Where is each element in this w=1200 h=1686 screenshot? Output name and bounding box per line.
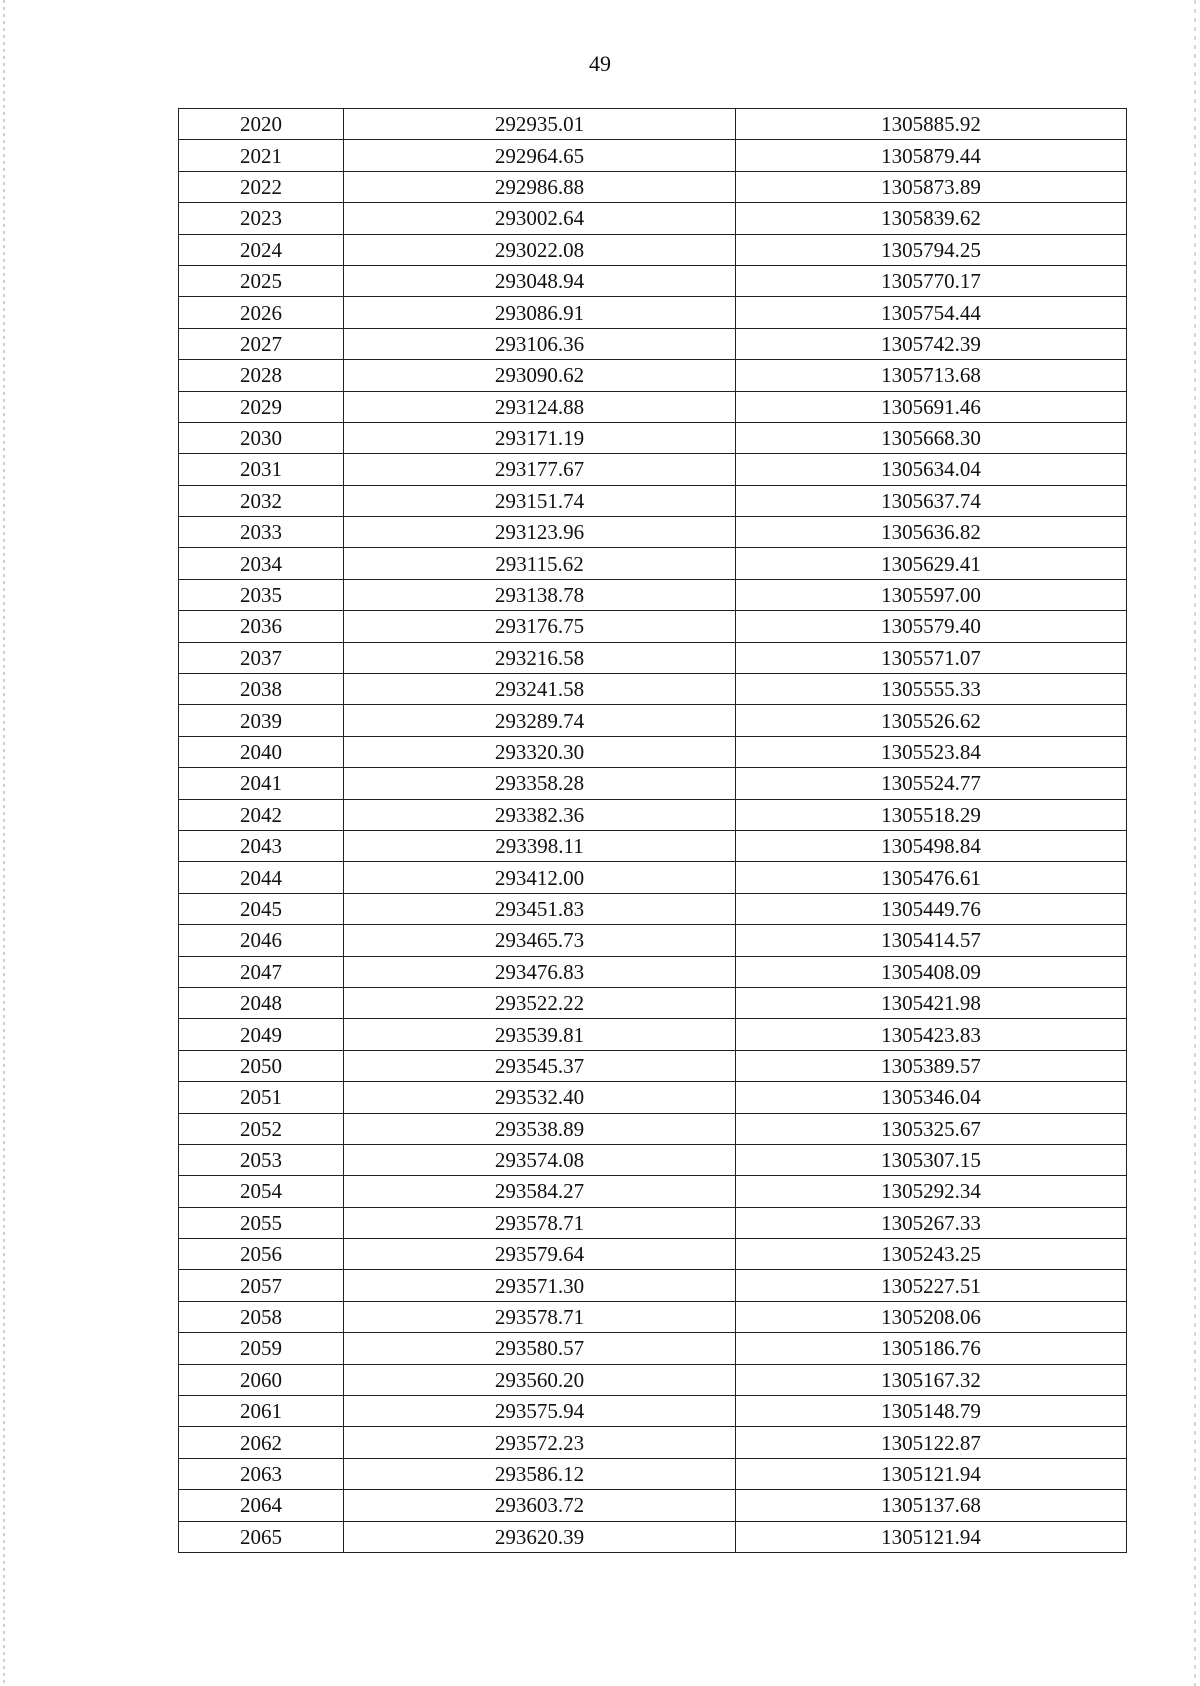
y-coordinate-cell: 1305691.46 [736, 391, 1127, 422]
y-coordinate-cell: 1305634.04 [736, 454, 1127, 485]
x-coordinate-cell: 293578.71 [344, 1207, 736, 1238]
x-coordinate-cell: 293151.74 [344, 485, 736, 516]
x-coordinate-cell: 293138.78 [344, 579, 736, 610]
point-number-cell: 2042 [179, 799, 344, 830]
x-coordinate-cell: 293115.62 [344, 548, 736, 579]
x-coordinate-cell: 293586.12 [344, 1458, 736, 1489]
point-number-cell: 2033 [179, 517, 344, 548]
x-coordinate-cell: 293171.19 [344, 422, 736, 453]
point-number-cell: 2025 [179, 265, 344, 296]
point-number-cell: 2032 [179, 485, 344, 516]
x-coordinate-cell: 293090.62 [344, 360, 736, 391]
table-row [179, 736, 1127, 767]
y-coordinate-cell: 1305873.89 [736, 171, 1127, 202]
point-number-cell: 2044 [179, 862, 344, 893]
y-coordinate-cell: 1305668.30 [736, 422, 1127, 453]
table-row [179, 109, 1127, 140]
y-coordinate-cell: 1305579.40 [736, 611, 1127, 642]
x-coordinate-cell: 293572.23 [344, 1427, 736, 1458]
y-coordinate-cell: 1305637.74 [736, 485, 1127, 516]
x-coordinate-cell: 293532.40 [344, 1082, 736, 1113]
x-coordinate-cell: 293579.64 [344, 1239, 736, 1270]
point-number-cell: 2036 [179, 611, 344, 642]
point-number-cell: 2030 [179, 422, 344, 453]
table-row [179, 1176, 1127, 1207]
table-row [179, 987, 1127, 1018]
table-row [179, 140, 1127, 171]
point-number-cell: 2048 [179, 987, 344, 1018]
point-number-cell: 2045 [179, 893, 344, 924]
table-row [179, 1333, 1127, 1364]
x-coordinate-cell: 293578.71 [344, 1301, 736, 1332]
y-coordinate-cell: 1305449.76 [736, 893, 1127, 924]
y-coordinate-cell: 1305325.67 [736, 1113, 1127, 1144]
y-coordinate-cell: 1305839.62 [736, 203, 1127, 234]
x-coordinate-cell: 293241.58 [344, 674, 736, 705]
y-coordinate-cell: 1305208.06 [736, 1301, 1127, 1332]
y-coordinate-cell: 1305518.29 [736, 799, 1127, 830]
point-number-cell: 2051 [179, 1082, 344, 1113]
page-number: 49 [589, 51, 611, 76]
y-coordinate-cell: 1305571.07 [736, 642, 1127, 673]
y-coordinate-cell: 1305243.25 [736, 1239, 1127, 1270]
table-row [179, 862, 1127, 893]
table-row [179, 517, 1127, 548]
y-coordinate-cell: 1305629.41 [736, 548, 1127, 579]
table-row [179, 360, 1127, 391]
y-coordinate-cell: 1305148.79 [736, 1396, 1127, 1427]
point-number-cell: 2058 [179, 1301, 344, 1332]
x-coordinate-cell: 292964.65 [344, 140, 736, 171]
y-coordinate-cell: 1305414.57 [736, 925, 1127, 956]
point-number-cell: 2029 [179, 391, 344, 422]
table-row [179, 171, 1127, 202]
x-coordinate-cell: 293320.30 [344, 736, 736, 767]
y-coordinate-cell: 1305713.68 [736, 360, 1127, 391]
x-coordinate-cell: 293575.94 [344, 1396, 736, 1427]
y-coordinate-cell: 1305122.87 [736, 1427, 1127, 1458]
point-number-cell: 2026 [179, 297, 344, 328]
point-number-cell: 2037 [179, 642, 344, 673]
y-coordinate-cell: 1305137.68 [736, 1490, 1127, 1521]
table-row [179, 234, 1127, 265]
point-number-cell: 2024 [179, 234, 344, 265]
x-coordinate-cell: 293289.74 [344, 705, 736, 736]
table-row [179, 454, 1127, 485]
scan-edge-left [3, 0, 5, 1686]
table-row [179, 1364, 1127, 1395]
x-coordinate-cell: 293398.11 [344, 830, 736, 861]
point-number-cell: 2022 [179, 171, 344, 202]
point-number-cell: 2034 [179, 548, 344, 579]
x-coordinate-cell: 293465.73 [344, 925, 736, 956]
y-coordinate-cell: 1305423.83 [736, 1019, 1127, 1050]
point-number-cell: 2020 [179, 109, 344, 140]
table-row [179, 265, 1127, 296]
y-coordinate-cell: 1305476.61 [736, 862, 1127, 893]
y-coordinate-cell: 1305770.17 [736, 265, 1127, 296]
x-coordinate-cell: 293124.88 [344, 391, 736, 422]
table-row [179, 611, 1127, 642]
table-row [179, 203, 1127, 234]
y-coordinate-cell: 1305879.44 [736, 140, 1127, 171]
y-coordinate-cell: 1305526.62 [736, 705, 1127, 736]
point-number-cell: 2023 [179, 203, 344, 234]
point-number-cell: 2052 [179, 1113, 344, 1144]
x-coordinate-cell: 293048.94 [344, 265, 736, 296]
table-row [179, 548, 1127, 579]
x-coordinate-cell: 293603.72 [344, 1490, 736, 1521]
point-number-cell: 2028 [179, 360, 344, 391]
point-number-cell: 2062 [179, 1427, 344, 1458]
x-coordinate-cell: 293002.64 [344, 203, 736, 234]
point-number-cell: 2061 [179, 1396, 344, 1427]
point-number-cell: 2035 [179, 579, 344, 610]
point-number-cell: 2039 [179, 705, 344, 736]
y-coordinate-cell: 1305555.33 [736, 674, 1127, 705]
table-row [179, 422, 1127, 453]
table-row [179, 799, 1127, 830]
table-row [179, 1113, 1127, 1144]
table-row [179, 1427, 1127, 1458]
y-coordinate-cell: 1305307.15 [736, 1144, 1127, 1175]
table-body [179, 109, 1127, 1553]
x-coordinate-cell: 293560.20 [344, 1364, 736, 1395]
point-number-cell: 2038 [179, 674, 344, 705]
x-coordinate-cell: 293571.30 [344, 1270, 736, 1301]
table-row [179, 674, 1127, 705]
y-coordinate-cell: 1305389.57 [736, 1050, 1127, 1081]
x-coordinate-cell: 293580.57 [344, 1333, 736, 1364]
x-coordinate-cell: 293538.89 [344, 1113, 736, 1144]
point-number-cell: 2065 [179, 1521, 344, 1552]
table-row [179, 1396, 1127, 1427]
y-coordinate-cell: 1305794.25 [736, 234, 1127, 265]
table-row [179, 1050, 1127, 1081]
point-number-cell: 2041 [179, 768, 344, 799]
point-number-cell: 2059 [179, 1333, 344, 1364]
y-coordinate-cell: 1305636.82 [736, 517, 1127, 548]
table-row [179, 1082, 1127, 1113]
point-number-cell: 2040 [179, 736, 344, 767]
table-row [179, 391, 1127, 422]
x-coordinate-cell: 293358.28 [344, 768, 736, 799]
table-row [179, 1301, 1127, 1332]
point-number-cell: 2060 [179, 1364, 344, 1395]
x-coordinate-cell: 293574.08 [344, 1144, 736, 1175]
y-coordinate-cell: 1305346.04 [736, 1082, 1127, 1113]
table-row [179, 328, 1127, 359]
x-coordinate-cell: 293106.36 [344, 328, 736, 359]
table-row [179, 1521, 1127, 1552]
point-number-cell: 2064 [179, 1490, 344, 1521]
table-row [179, 925, 1127, 956]
x-coordinate-cell: 293620.39 [344, 1521, 736, 1552]
table-row [179, 1144, 1127, 1175]
point-number-cell: 2043 [179, 830, 344, 861]
x-coordinate-cell: 293022.08 [344, 234, 736, 265]
scan-edge-right [1194, 0, 1196, 1686]
y-coordinate-cell: 1305524.77 [736, 768, 1127, 799]
y-coordinate-cell: 1305121.94 [736, 1521, 1127, 1552]
table-row [179, 1490, 1127, 1521]
point-number-cell: 2056 [179, 1239, 344, 1270]
y-coordinate-cell: 1305885.92 [736, 109, 1127, 140]
table-row [179, 642, 1127, 673]
y-coordinate-cell: 1305498.84 [736, 830, 1127, 861]
table-row [179, 1239, 1127, 1270]
coordinate-table [178, 108, 1127, 1553]
table-row [179, 830, 1127, 861]
y-coordinate-cell: 1305597.00 [736, 579, 1127, 610]
point-number-cell: 2027 [179, 328, 344, 359]
x-coordinate-cell: 293086.91 [344, 297, 736, 328]
y-coordinate-cell: 1305292.34 [736, 1176, 1127, 1207]
table-row [179, 1019, 1127, 1050]
point-number-cell: 2021 [179, 140, 344, 171]
x-coordinate-cell: 293123.96 [344, 517, 736, 548]
y-coordinate-cell: 1305754.44 [736, 297, 1127, 328]
x-coordinate-cell: 293176.75 [344, 611, 736, 642]
x-coordinate-cell: 293584.27 [344, 1176, 736, 1207]
point-number-cell: 2057 [179, 1270, 344, 1301]
y-coordinate-cell: 1305408.09 [736, 956, 1127, 987]
point-number-cell: 2046 [179, 925, 344, 956]
table-row [179, 1458, 1127, 1489]
y-coordinate-cell: 1305227.51 [736, 1270, 1127, 1301]
y-coordinate-cell: 1305523.84 [736, 736, 1127, 767]
point-number-cell: 2055 [179, 1207, 344, 1238]
table-row [179, 956, 1127, 987]
table-row [179, 893, 1127, 924]
x-coordinate-cell: 292986.88 [344, 171, 736, 202]
table-row [179, 297, 1127, 328]
y-coordinate-cell: 1305186.76 [736, 1333, 1127, 1364]
x-coordinate-cell: 293539.81 [344, 1019, 736, 1050]
point-number-cell: 2053 [179, 1144, 344, 1175]
table-row [179, 1207, 1127, 1238]
x-coordinate-cell: 293382.36 [344, 799, 736, 830]
table-row [179, 485, 1127, 516]
y-coordinate-cell: 1305167.32 [736, 1364, 1127, 1395]
x-coordinate-cell: 292935.01 [344, 109, 736, 140]
point-number-cell: 2049 [179, 1019, 344, 1050]
x-coordinate-cell: 293476.83 [344, 956, 736, 987]
point-number-cell: 2047 [179, 956, 344, 987]
x-coordinate-cell: 293522.22 [344, 987, 736, 1018]
point-number-cell: 2050 [179, 1050, 344, 1081]
table-row [179, 579, 1127, 610]
table-row [179, 1270, 1127, 1301]
y-coordinate-cell: 1305742.39 [736, 328, 1127, 359]
point-number-cell: 2054 [179, 1176, 344, 1207]
x-coordinate-cell: 293216.58 [344, 642, 736, 673]
x-coordinate-cell: 293412.00 [344, 862, 736, 893]
x-coordinate-cell: 293451.83 [344, 893, 736, 924]
x-coordinate-cell: 293545.37 [344, 1050, 736, 1081]
y-coordinate-cell: 1305267.33 [736, 1207, 1127, 1238]
x-coordinate-cell: 293177.67 [344, 454, 736, 485]
y-coordinate-cell: 1305421.98 [736, 987, 1127, 1018]
y-coordinate-cell: 1305121.94 [736, 1458, 1127, 1489]
table-row [179, 768, 1127, 799]
point-number-cell: 2031 [179, 454, 344, 485]
point-number-cell: 2063 [179, 1458, 344, 1489]
table-row [179, 705, 1127, 736]
